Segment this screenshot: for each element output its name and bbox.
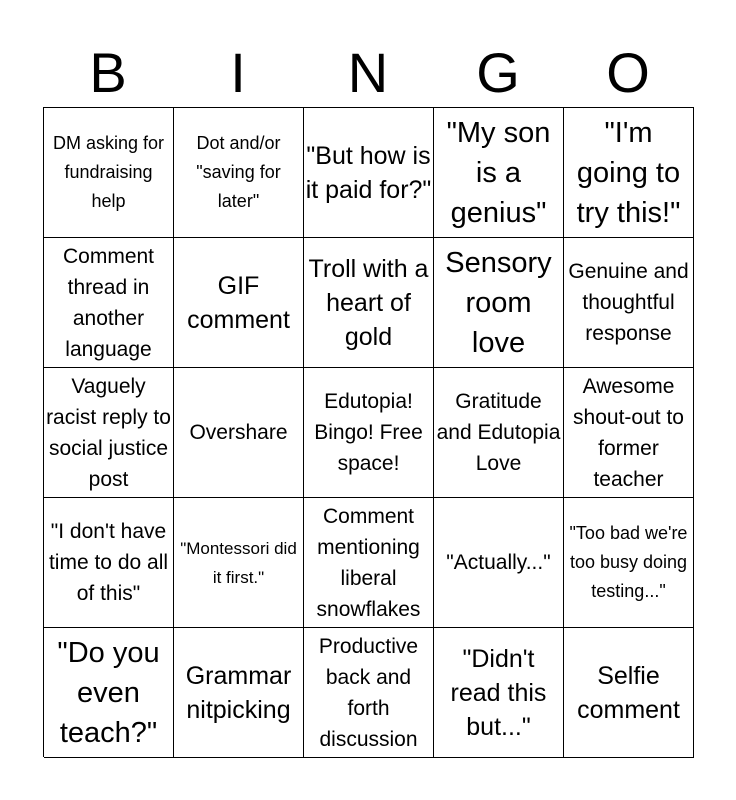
bingo-cell[interactable]: [304, 628, 434, 758]
header-letter-n: N: [347, 41, 389, 104]
cell-text: "Too bad we're too busy doing testing...": [569, 523, 688, 601]
bingo-cell[interactable]: [434, 628, 564, 758]
cell-text: Vaguely racist reply to social justice post: [46, 374, 171, 491]
bingo-cell[interactable]: [44, 628, 174, 758]
cell-text: Selfie comment: [577, 661, 680, 724]
cell-text: GIF comment: [187, 271, 290, 334]
bingo-cell[interactable]: [434, 368, 564, 498]
bingo-cell[interactable]: [564, 108, 694, 238]
bingo-board: [43, 107, 694, 757]
bingo-cell[interactable]: [174, 628, 304, 758]
bingo-cell[interactable]: [304, 108, 434, 238]
cell-text: "Actually...": [446, 551, 551, 574]
cell-text: "Do you even teach?": [57, 636, 160, 749]
cell-text: Awesome shout-out to former teacher: [573, 374, 684, 491]
bingo-cell[interactable]: [44, 238, 174, 368]
cell-text: Genuine and thoughtful response: [568, 260, 689, 345]
bingo-cell[interactable]: [44, 108, 174, 238]
cell-text: Comment mentioning liberal snowflakes: [316, 504, 421, 621]
header-letter-i: I: [230, 41, 246, 104]
cell-text: DM asking for fundraising help: [52, 133, 165, 211]
bingo-cell[interactable]: [564, 498, 694, 628]
cell-text: "My son is a genius": [446, 116, 551, 229]
bingo-header: [43, 40, 693, 106]
bingo-cell[interactable]: [304, 238, 434, 368]
header-letter-o: O: [606, 41, 650, 104]
bingo-cell[interactable]: [434, 238, 564, 368]
cell-text: "Montessori did it first.": [180, 538, 297, 587]
bingo-cell[interactable]: [434, 498, 564, 628]
bingo-cell[interactable]: [174, 368, 304, 498]
cell-text: Grammar nitpicking: [185, 661, 292, 724]
bingo-cell[interactable]: [564, 628, 694, 758]
cell-text: Overshare: [189, 421, 288, 444]
bingo-cell free-space[interactable]: [304, 368, 434, 498]
cell-text: Productive back and forth discussion: [318, 634, 419, 751]
cell-text: Comment thread in another language: [62, 244, 155, 361]
bingo-cell[interactable]: [564, 368, 694, 498]
cell-text: Dot and/or "saving for later": [196, 133, 281, 211]
bingo-cell[interactable]: [174, 108, 304, 238]
cell-text: "I don't have time to do all of this": [48, 520, 169, 605]
cell-text: Sensory room love: [445, 246, 552, 359]
bingo-cell[interactable]: [304, 498, 434, 628]
bingo-cell[interactable]: [174, 498, 304, 628]
bingo-cell[interactable]: [174, 238, 304, 368]
header-letter-g: G: [476, 41, 520, 104]
cell-text: Edutopia! Bingo! Free space!: [314, 390, 423, 475]
cell-text: "But how is it paid for?": [305, 141, 432, 204]
cell-text: Gratitude and Edutopia Love: [436, 390, 561, 475]
header-letter-b: B: [89, 41, 127, 104]
cell-text: "Didn't read this but...": [450, 644, 547, 741]
cell-text: "I'm going to try this!": [576, 116, 681, 229]
cell-text: Troll with a heart of gold: [308, 254, 429, 351]
bingo-cell[interactable]: [44, 368, 174, 498]
bingo-cell[interactable]: [434, 108, 564, 238]
bingo-cell[interactable]: [564, 238, 694, 368]
bingo-cell[interactable]: [44, 498, 174, 628]
